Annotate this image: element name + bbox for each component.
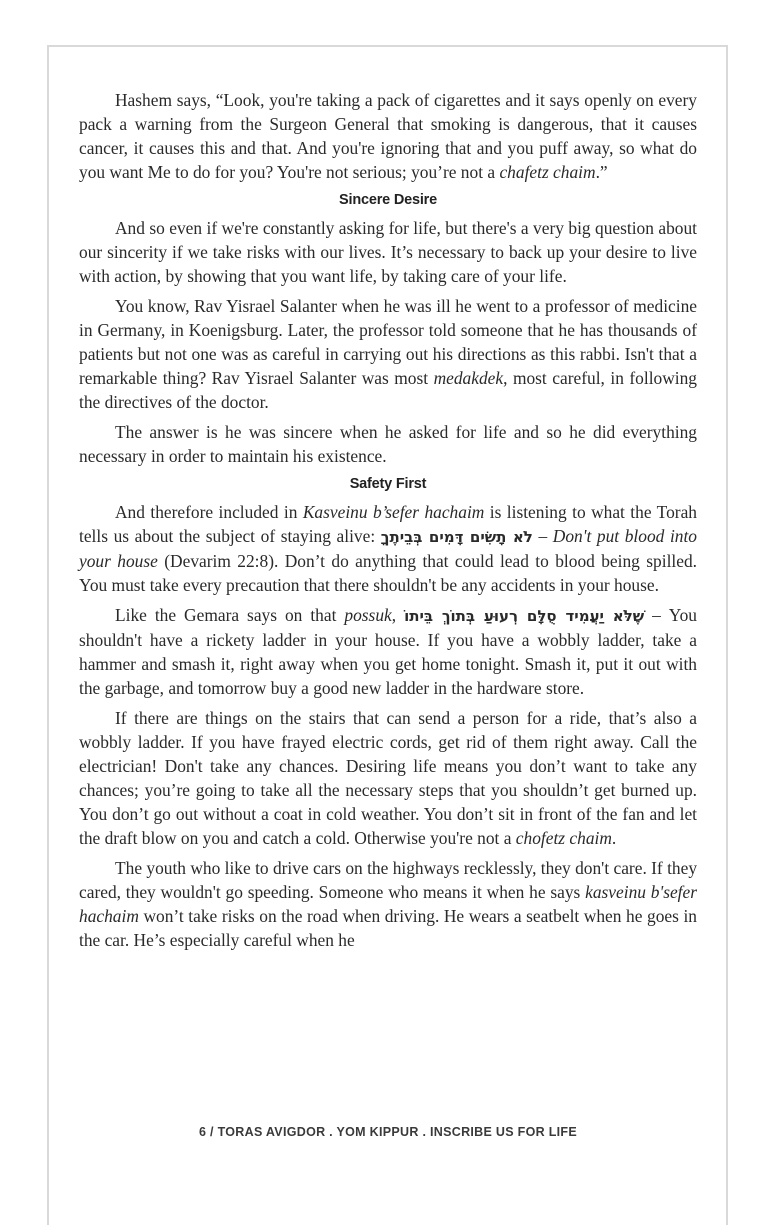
section-heading: Sincere Desire bbox=[339, 192, 437, 208]
text-run: , bbox=[391, 605, 405, 625]
intro-section bbox=[79, 88, 697, 184]
italic-term: kasveinu b'sefer hachaim bbox=[79, 882, 697, 926]
text-run: is listening to what the Torah tells us about the subject of staying alive: bbox=[79, 502, 697, 546]
text-run: Like the Gemara says on that bbox=[115, 605, 345, 625]
text-run: (Devarim 22:8). Don’t do anything that could lead to blood being spilled. You must take every precaution that there shouldn't be any accidents in your house. bbox=[79, 551, 697, 595]
hebrew-quote: לֹא תָשִׂים דָּמִים בְּבֵיתֶךָ bbox=[380, 528, 533, 546]
text-run: .” bbox=[595, 162, 608, 182]
section bbox=[79, 190, 697, 468]
text-run: – You shouldn't have a rickety ladder in your house. If you have a wobbly ladder, take a hammer and smash it, right away when you get home tonight. Smash it, put it out with the garbage, and tomorrow buy a good new ladder in the hardware store. bbox=[79, 605, 697, 698]
section bbox=[79, 474, 697, 952]
italic-term: Kasveinu b’sefer hachaim bbox=[302, 502, 485, 522]
italic-term: medakdek bbox=[433, 368, 504, 388]
paragraph bbox=[79, 216, 697, 288]
italic-term: chafetz chaim bbox=[499, 162, 596, 182]
paragraph bbox=[79, 603, 697, 700]
text-run: – bbox=[532, 526, 553, 546]
text-run: , most careful, in following the directives of the doctor. bbox=[79, 368, 697, 412]
text-run: And so even if we're constantly asking for life, but there's a very big question about our sincerity if we take risks with our lives. It’s necessary to back up your desire to live with action, by showing that you want life, by taking care of your life. bbox=[79, 218, 697, 286]
paragraph bbox=[79, 294, 697, 414]
hebrew-quote: שֶׁלֹּא יַעֲמִיד סֻלָּם רְעוּעַ בְּתוֹךְ בֵּיתוֹ bbox=[404, 607, 645, 625]
italic-term: possuk bbox=[344, 605, 392, 625]
paragraph bbox=[79, 420, 697, 468]
section-heading: Safety First bbox=[349, 476, 427, 492]
text-run: won’t take risks on the road when driving. He wears a seatbelt when he goes in the car. He’s especially careful when he bbox=[79, 906, 697, 950]
paragraph bbox=[79, 706, 697, 850]
page-footer: 6 / TORAS AVIGDOR . YOM KIPPUR . INSCRIBE US FOR LIFE bbox=[199, 1125, 577, 1139]
text-run: The answer is he was sincere when he asked for life and so he did everything necessary in order to maintain his existence. bbox=[79, 422, 697, 466]
italic-term: Don't put blood into your house bbox=[79, 526, 698, 571]
text-run: The youth who like to drive cars on the highways recklessly, they don't care. If they cared, they wouldn't go speeding. Someone who means it when he says bbox=[79, 858, 698, 902]
paragraph bbox=[79, 856, 697, 952]
text-run: You know, Rav Yisrael Salanter when he was ill he went to a professor of medicine in Germany, in Koenigsburg. Later, the professor told someone that he has thousands of patients but not one was as careful in carrying out his directions as this rabbi. Isn't that a remarkable thing? Rav Yisrael Salanter was most bbox=[79, 296, 697, 388]
sections-container bbox=[79, 190, 697, 952]
italic-term: chofetz chaim bbox=[515, 828, 612, 848]
text-run: If there are things on the stairs that can send a person for a ride, that’s also a wobbly ladder. If you have frayed electric cords, get rid of them right away. Call the electrician! Don't take any chances. Desiring life means you don’t want to take any chances; you’re going to take all the necessary steps that you shouldn’t get burned up. You don’t go out without a coat in cold weather. You don’t sit in front of the fan and let the draft blow on you and catch a cold. Otherwise you're not a bbox=[79, 708, 697, 848]
text-run: Hashem says, “Look, you're taking a pack of cigarettes and it says openly on every pack a warning from the Surgeon General that smoking is dangerous, that it causes cancer, it causes this and that. And you're ignoring that and you puff away, so what do you want Me to do for you? You're not serious; you’re not a bbox=[79, 90, 697, 182]
paragraph bbox=[79, 88, 697, 184]
text-run: . bbox=[611, 828, 617, 848]
paragraph bbox=[79, 500, 697, 597]
text-run: And therefore included in bbox=[115, 502, 303, 522]
page-body bbox=[79, 88, 697, 958]
